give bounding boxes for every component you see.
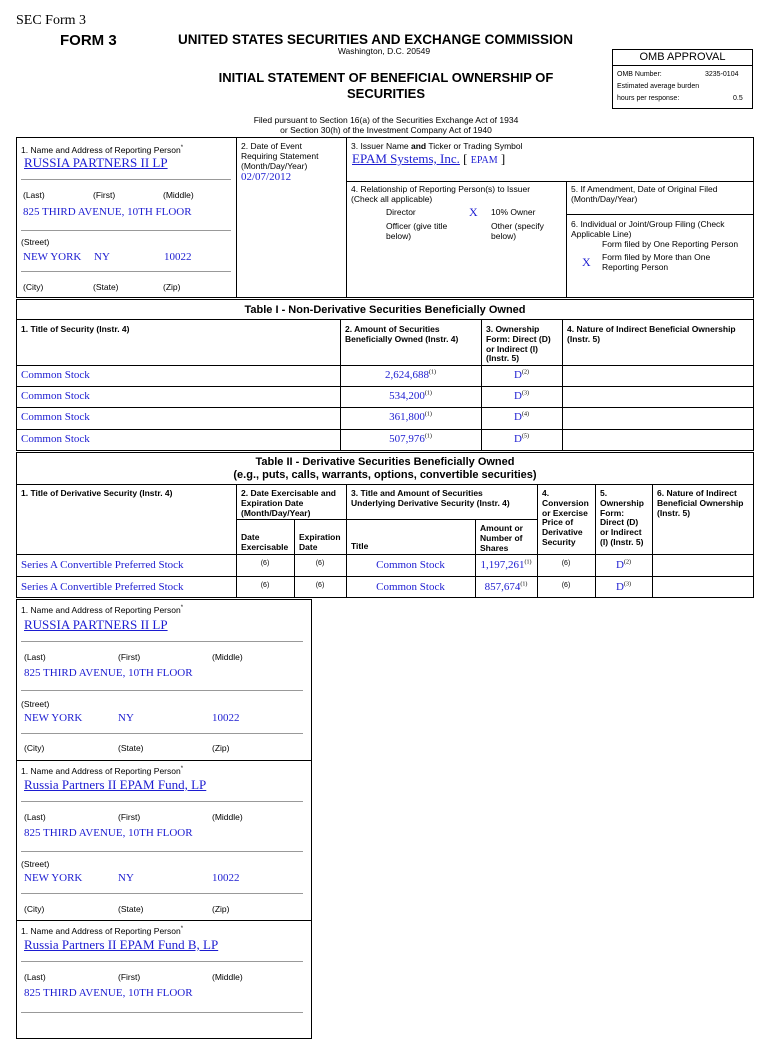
t1-col2-header: 2. Amount of Securities Beneficially Owned (Instr. 4) (345, 324, 459, 344)
omb-burden-label: Estimated average burden (617, 83, 700, 90)
t1-col3-header: 3. Ownership Form: Direct (D) or Indirect (I) (Instr. 5) (486, 324, 551, 364)
person2-street: 825 THIRD AVENUE, 10TH FLOOR (24, 827, 193, 839)
box1-label: 1. Name and Address of Reporting Person* (21, 144, 184, 155)
t2-col3a-header: Title (351, 541, 369, 551)
t1-row4-amount: 507,976$^{(1)}$ (389, 433, 432, 445)
filed-by-one-label: Form filed by One Reporting Person (602, 239, 739, 249)
table-2-title: Table II - Derivative Securities Beneficially Owned (e.g., puts, calls, warrants, options, convertible securities) (233, 456, 537, 481)
commission-title: UNITED STATES SECURITIES AND EXCHANGE COMMISSION (178, 32, 574, 47)
person2-first-label: (First) (118, 812, 141, 822)
filed-by-more-label: Form filed by More than One Reporting Person (602, 252, 711, 272)
person1-street-label: (Street) (21, 699, 50, 709)
t1-row1-amount: 2,624,688$^{(1)}$ (385, 369, 436, 381)
person2-street-label: (Street) (21, 859, 50, 869)
omb-title: OMB APPROVAL (639, 51, 726, 63)
t2-row2-title: Series A Convertible Preferred Stock (21, 581, 184, 593)
last-label: (Last) (23, 190, 45, 200)
t2-row1-title: Series A Convertible Preferred Stock (21, 559, 184, 571)
person3-label: 1. Name and Address of Reporting Person* (21, 925, 184, 936)
person2-name-link[interactable]: Russia Partners II EPAM Fund, LP (24, 777, 207, 792)
table-1-title: Table I - Non-Derivative Securities Beneficially Owned (244, 304, 526, 316)
t2-col2b-header: Expiration Date (299, 532, 341, 552)
zip-label: (Zip) (163, 282, 181, 292)
person2-state-label: (State) (118, 904, 144, 914)
city-value: NEW YORK (23, 251, 82, 263)
box2-label: 2. Date of Event Requiring Statement (Month/Day/Year) (241, 141, 319, 171)
person2-zip-label: (Zip) (212, 904, 230, 914)
person3-first-label: (First) (118, 972, 141, 982)
person1-middle-label: (Middle) (212, 652, 243, 662)
state-label: (State) (93, 282, 119, 292)
person1-name-link[interactable]: RUSSIA PARTNERS II LP (24, 617, 168, 632)
person1-city-label: (City) (24, 743, 45, 753)
omb-hours-label: hours per response: (617, 95, 680, 102)
person1-first-label: (First) (118, 652, 141, 662)
person2-city-label: (City) (24, 904, 45, 914)
t1-row3-amount: 361,800$^{(1)}$ (389, 411, 432, 423)
person3-last-label: (Last) (24, 972, 46, 982)
t1-col1-header: 1. Title of Security (Instr. 4) (21, 324, 130, 334)
box4-label: 4. Relationship of Reporting Person(s) to Issuer (Check all applicable) (351, 184, 531, 204)
t2-row1-price: (6) (561, 560, 571, 567)
t1-row4-form: $D^{(5)}$ (514, 433, 529, 445)
street-label: (Street) (21, 237, 50, 247)
t2-row2-underlying: Common Stock (376, 581, 445, 593)
t2-col1-header: 1. Title of Derivative Security (Instr. 4) (21, 488, 173, 498)
filed-by-more-check[interactable]: X (582, 255, 591, 269)
reporting-person-link[interactable]: RUSSIA PARTNERS II LP (24, 155, 168, 170)
t2-col3-header: 3. Title and Amount of Securities Underlying Derivative Security (Instr. 4) (351, 488, 510, 508)
omb-number-label: OMB Number: (617, 71, 662, 78)
issuer-link[interactable]: EPAM Systems, Inc. (352, 151, 460, 166)
person1-city: NEW YORK (24, 712, 83, 724)
t2-col2-header: 2. Date Exercisable and Expiration Date (Month/Day/Year) (241, 488, 336, 518)
t2-row2-exercisable: (6) (260, 582, 270, 589)
t2-row2-form: $D^{(3)}$ (616, 581, 631, 593)
t2-row2-price: (6) (561, 582, 571, 589)
middle-label: (Middle) (163, 190, 194, 200)
t1-row1-title: Common Stock (21, 369, 90, 381)
officer-label: Officer (give title below) (386, 221, 448, 241)
event-date: 02/07/2012 (241, 171, 292, 183)
person2-last-label: (Last) (24, 812, 46, 822)
t2-row1-exercisable: (6) (260, 560, 270, 567)
first-label: (First) (93, 190, 116, 200)
person3-street: 825 THIRD AVENUE, 10TH FLOOR (24, 987, 193, 999)
t1-row2-form: $D^{(3)}$ (514, 390, 529, 402)
commission-city: Washington, D.C. 20549 (337, 46, 431, 56)
form-title: FORM 3 (60, 32, 117, 49)
person2-label: 1. Name and Address of Reporting Person* (21, 765, 184, 776)
ten-pct-owner-label: 10% Owner (491, 207, 536, 217)
t2-col6-header: 6. Nature of Indirect Beneficial Ownership (Instr. 5) (657, 488, 744, 518)
person1-zip: 10022 (212, 712, 240, 724)
t1-row1-form: $D^{(2)}$ (514, 369, 529, 381)
box6-label: 6. Individual or Joint/Group Filing (Check Applicable Line) (571, 219, 725, 239)
person1-zip-label: (Zip) (212, 743, 230, 753)
t2-col2a-header: Date Exercisable (241, 532, 289, 552)
t2-col3b-header: Amount or Number of Shares (480, 523, 523, 553)
box3-label: 3. Issuer Name and Ticker or Trading Symbol (351, 141, 523, 151)
person1-label: 1. Name and Address of Reporting Person* (21, 604, 184, 615)
person3-middle-label: (Middle) (212, 972, 243, 982)
director-label: Director (386, 207, 416, 217)
t1-row2-title: Common Stock (21, 390, 90, 402)
state-value: NY (94, 251, 110, 263)
t2-col5-header: 5. Ownership Form: Direct (D) or Indirect (I) (Instr. 5) (600, 488, 644, 547)
person1-state-label: (State) (118, 743, 144, 753)
person2-state: NY (118, 872, 134, 884)
t1-row3-form: $D^{(4)}$ (514, 411, 529, 423)
person2-middle-label: (Middle) (212, 812, 243, 822)
person1-last-label: (Last) (24, 652, 46, 662)
person2-city: NEW YORK (24, 872, 83, 884)
t2-row2-amount: 857,674$^{(1)}$ (484, 581, 528, 593)
ten-pct-owner-check[interactable]: X (469, 205, 478, 219)
person3-name-link[interactable]: Russia Partners II EPAM Fund B, LP (24, 937, 219, 952)
omb-hours: 0.5 (733, 95, 743, 102)
t1-row4-title: Common Stock (21, 433, 90, 445)
t2-row1-form: $D^{(2)}$ (616, 559, 631, 571)
issuer-line: EPAM Systems, Inc. [ EPAM ] (352, 151, 506, 166)
t2-col4-header: 4. Conversion or Exercise Price of Derivative Security (542, 488, 589, 547)
street-address: 825 THIRD AVENUE, 10TH FLOOR (23, 206, 192, 218)
filed-pursuant: Filed pursuant to Section 16(a) of the Securities Exchange Act of 1934 or Section 30(h) of the Investment Company Act of 1940 (253, 115, 519, 135)
person1-street: 825 THIRD AVENUE, 10TH FLOOR (24, 667, 193, 679)
reporting-persons-box (16, 599, 312, 1039)
city-label: (City) (23, 282, 44, 292)
t2-row1-expiration: (6) (315, 560, 325, 567)
t1-row2-amount: 534,200$^{(1)}$ (389, 390, 432, 402)
zip-value: 10022 (164, 251, 192, 263)
t2-row1-amount: 1,197,261$^{(1)}$ (480, 559, 532, 571)
person2-zip: 10022 (212, 872, 240, 884)
ticker-symbol: EPAM (470, 155, 498, 166)
t2-row2-expiration: (6) (315, 582, 325, 589)
other-label: Other (specify below) (491, 221, 544, 241)
t1-col4-header: 4. Nature of Indirect Beneficial Ownership (Instr. 5) (567, 324, 736, 344)
t2-row1-underlying: Common Stock (376, 559, 445, 571)
box5-label: 5. If Amendment, Date of Original Filed (Month/Day/Year) (571, 184, 718, 204)
statement-title: INITIAL STATEMENT OF BENEFICIAL OWNERSHIP OF SECURITIES (218, 70, 554, 101)
omb-number: 3235-0104 (705, 71, 739, 78)
person1-state: NY (118, 712, 134, 724)
t1-row3-title: Common Stock (21, 411, 90, 423)
doc-label: SEC Form 3 (16, 13, 87, 28)
